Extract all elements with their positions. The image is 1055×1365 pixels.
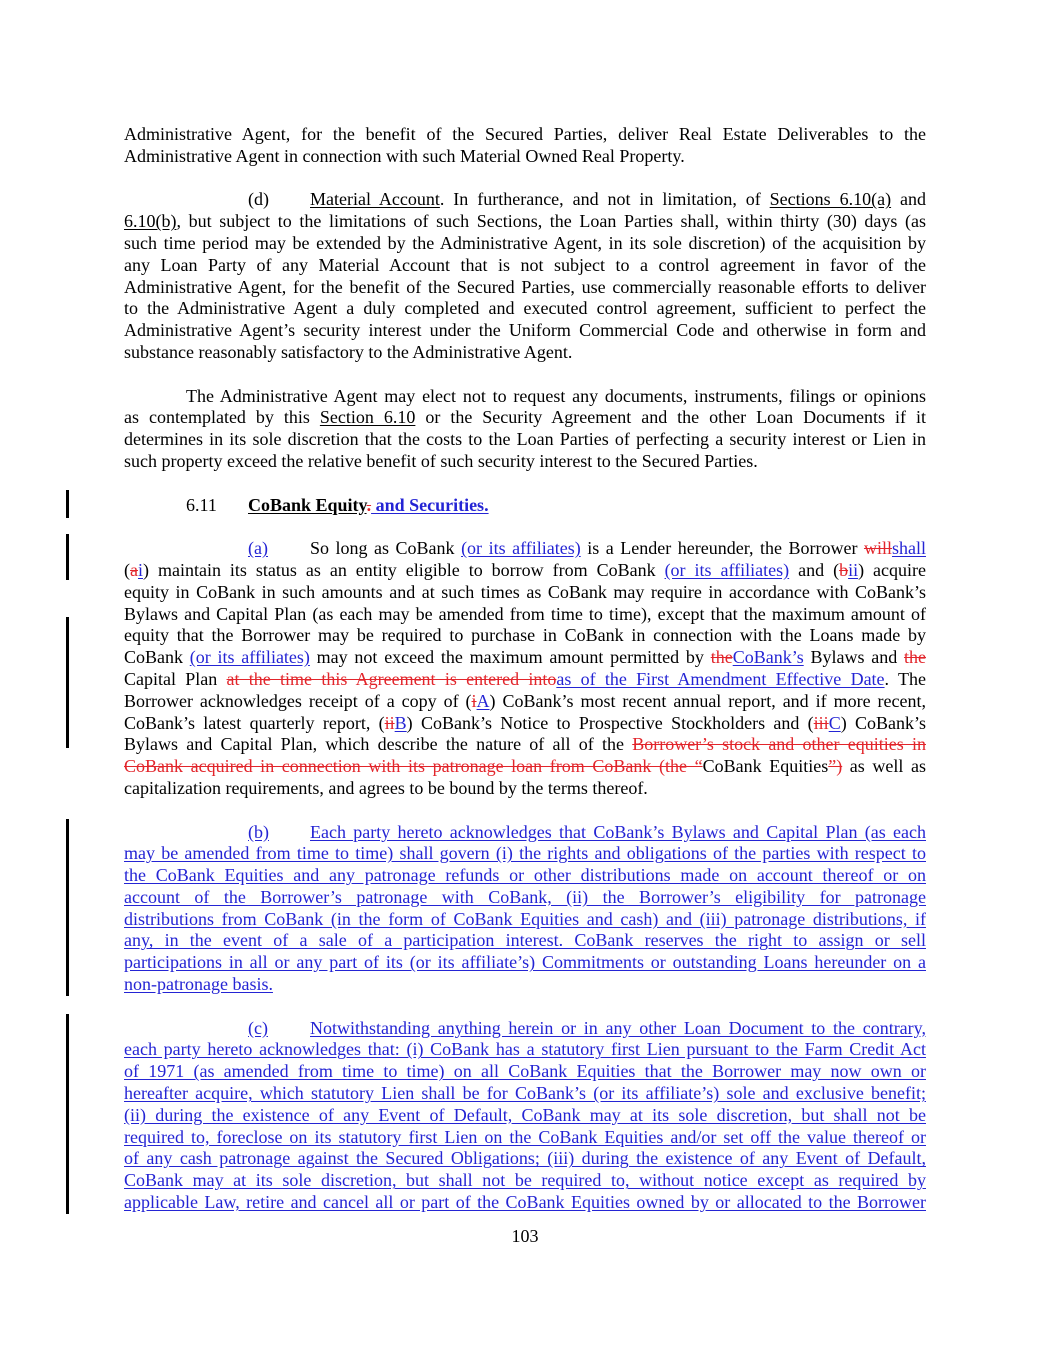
text-run: substance reasonably satisfactory to the Administrative Agent. [124, 341, 573, 362]
deleted-text: ”) [828, 756, 843, 777]
text-run: CoBank [124, 647, 190, 668]
text-run: Administrative Agent, for the benefit of the Secured Parties, deliver Real Estate Deliverables to the [124, 124, 926, 144]
text-line [124, 560, 926, 582]
underlined-text: Section 6.10 [319, 407, 416, 428]
text-line [124, 778, 926, 800]
text-run: . The [884, 668, 926, 689]
text-run: capitalization requirements, and agrees to be bound by the terms thereof. [124, 777, 648, 798]
text-run: CoBank’s latest quarterly report, ( [124, 712, 385, 733]
paragraph-number: (a) [248, 538, 268, 559]
paragraph-spacer [124, 364, 926, 386]
text-line [124, 386, 926, 408]
deleted-text: Borrower’s stock and other equities in [632, 734, 926, 755]
underlined-text: 6.10(b) [124, 211, 177, 232]
text-line [124, 865, 926, 887]
deleted-text: at the time this Agreement is entered into [226, 668, 557, 689]
document-body [124, 124, 926, 1214]
text-line [124, 1018, 926, 1040]
text-line [124, 822, 926, 844]
paragraph-spacer [124, 800, 926, 822]
deleted-text: CoBank acquired in connection with its patronage loan from CoBank (the “ [124, 756, 703, 777]
paragraph-agent-election [124, 386, 926, 473]
deleted-text: the [710, 647, 733, 668]
change-bar [66, 819, 69, 996]
text-line [124, 146, 926, 168]
text-run: such property exceed the relative benefit of such security interest to the Secured Parties. [124, 450, 758, 471]
text-line [124, 582, 926, 604]
text-run: ) acquire [858, 559, 927, 580]
text-run: ) CoBank’s Notice to Prospective Stockholders and ( [406, 712, 814, 733]
text-line [124, 1039, 926, 1061]
inserted-text: of 1971 (as amended from time to time) on all CoBank Equities that the Borrower may now own or [124, 1061, 926, 1082]
text-run: Administrative Agent’s security interest under the Uniform Commercial Code and otherwise in form and [124, 320, 926, 341]
text-line [124, 1127, 926, 1149]
deleted-text: ii [384, 712, 395, 733]
text-run: Bylaws and [803, 647, 904, 668]
inserted-text: the CoBank Equities and any patronage refunds or other distributions made on account thereof or on [124, 865, 926, 886]
paragraph-d-material-account [124, 189, 926, 363]
text-line [124, 669, 926, 691]
text-line [124, 952, 926, 974]
text-line [124, 211, 926, 233]
inserted-text: participations in all or any part of its (or its affiliate’s) Commitments or outstanding Loans hereunder on a [124, 952, 926, 973]
text-line [124, 930, 926, 952]
paragraph-c-statutory-lien [124, 1018, 926, 1214]
text-line [124, 1170, 926, 1192]
inserted-text: CoBank’s [732, 647, 804, 668]
text-line [124, 407, 926, 429]
text-line [124, 1105, 926, 1127]
text-run: ( [124, 559, 130, 580]
page-number: 103 [511, 1226, 539, 1246]
text-line [124, 320, 926, 342]
text-run: The Administrative Agent may elect not to request any documents, instruments, filings or opinions [186, 385, 926, 406]
text-run: Bylaws and Capital Plan (as each may be amended from time to time), except that the maximum amount of [124, 603, 926, 624]
inserted-text: non-patronage basis. [124, 974, 273, 995]
inserted-text: distributions from CoBank (in the form of CoBank Equities and cash) and (iii) patronage distributions, if [124, 908, 926, 929]
text-line [124, 255, 926, 277]
text-line [124, 451, 926, 473]
paragraph-spacer [124, 516, 926, 538]
text-line [124, 713, 926, 735]
change-bar [66, 534, 69, 580]
text-run: determines in its sole discretion that the costs to the Loan Parties of perfecting a security interest or Lien in [124, 429, 926, 450]
inserted-text: (or its affiliates) [189, 647, 310, 668]
change-bar [66, 490, 69, 518]
inserted-text: of any cash patronage against the Secured Obligations; (iii) during the existence of any Event of Default, [124, 1148, 926, 1169]
paragraph-spacer [124, 996, 926, 1018]
text-run: such time period may be extended by the Administrative Agent, in its sole discretion) of the acquisition by [124, 232, 926, 253]
text-line [124, 538, 926, 560]
deleted-text: b [839, 559, 849, 580]
underlined-text: Sections 6.10(a) [769, 189, 892, 210]
inserted-text: (or its affiliates) [461, 538, 581, 559]
text-run: any Loan Party of any Material Account that is not subject to a control agreement in favor of the [124, 254, 926, 275]
paragraph-number: (c) [248, 1017, 268, 1038]
inserted-text: CoBank may at its sole discretion, but shall not be required to, without notice except as required by [124, 1170, 926, 1191]
text-line [124, 342, 926, 364]
inserted-text: may be amended from time to time) shall govern (i) the rights and obligations of the parties with respect to [124, 843, 926, 864]
text-line [124, 1192, 926, 1214]
text-run: may not exceed the maximum amount permitted by [309, 647, 711, 668]
underlined-text: Material Account [310, 189, 440, 210]
text-line [124, 277, 926, 299]
inserted-text: account of the Borrower’s patronage with CoBank, (ii) the Borrower’s eligibility for patronage [124, 886, 926, 907]
inserted-text: any, in the event of a sale of a participation interest. CoBank reserves the right to assign or sell [124, 930, 926, 951]
text-line [124, 974, 926, 996]
text-run: Capital Plan [124, 668, 227, 689]
text-line [124, 233, 926, 255]
inserted-text: (ii) during the existence of any Event of Default, CoBank may at its sole discretion, but shall not be [124, 1104, 926, 1125]
text-line [124, 298, 926, 320]
paragraph-number: (b) [248, 821, 269, 842]
text-run: or the Security Agreement and the other Loan Documents if it [415, 407, 927, 428]
inserted-text: required to, foreclose on its statutory first Lien on the CoBank Equities and/or set off the value thereof or [124, 1126, 926, 1147]
text-run: Administrative Agent, for the benefit of the Secured Parties, use commercially reasonable efforts to deliver [124, 276, 926, 297]
text-run: Bylaws and Capital Plan, which describe the nature of all of the [124, 734, 633, 755]
inserted-text: hereafter acquire, which statutory Lien shall be for CoBank’s (or its affiliate’s) sole and exclusive benefit; [124, 1083, 926, 1104]
deleted-text: will [863, 538, 892, 559]
text-run: and ( [789, 559, 840, 580]
text-run: . In furtherance, and not in limitation, of [439, 189, 770, 210]
inserted-text: Notwithstanding anything herein or in any other Loan Document to the contrary, [310, 1017, 926, 1038]
deleted-heading-text: . [366, 494, 372, 515]
inserted-text: ii [848, 559, 859, 580]
text-line [124, 429, 926, 451]
text-line [124, 495, 926, 517]
text-run: equity in CoBank in such amounts and at such times as CoBank may require in accordance with CoBank’s [124, 581, 926, 602]
text-line [124, 734, 926, 756]
inserted-text: Each party hereto acknowledges that CoBank’s Bylaws and Capital Plan (as each [310, 821, 926, 842]
inserted-text: B [394, 712, 407, 733]
text-run: Administrative Agent in connection with such Material Owned Real Property. [124, 145, 685, 166]
text-run: So long as CoBank [310, 538, 462, 559]
text-line [124, 756, 926, 778]
deleted-text: a [130, 559, 138, 580]
text-run: as well as [842, 756, 927, 777]
text-line [124, 1148, 926, 1170]
text-run: ) maintain its status as an entity eligible to borrow from CoBank [143, 559, 665, 580]
paragraph-a-cobank-equity [124, 538, 926, 800]
text-run: equity that the Borrower may be required to purchase in CoBank in connection with the Loans made by [124, 625, 926, 646]
text-run: is a Lender hereunder, the Borrower [580, 538, 864, 559]
deleted-text: i [471, 690, 477, 711]
deleted-text: iii [813, 712, 829, 733]
inserted-text: (or its affiliates) [664, 559, 790, 580]
paragraph-spacer [124, 168, 926, 190]
inserted-text: i [138, 559, 144, 580]
text-line [124, 647, 926, 669]
inserted-text: as of the First Amendment Effective Date [556, 668, 885, 689]
paragraph-spacer [124, 473, 926, 495]
text-line [124, 887, 926, 909]
text-run: and [891, 189, 926, 210]
inserted-text: C [828, 712, 841, 733]
paragraph-number: (d) [248, 189, 269, 210]
change-bar [66, 617, 69, 748]
text-line [124, 625, 926, 647]
paragraph-b-bylaws-capital-plan [124, 822, 926, 996]
text-run: CoBank Equities [702, 756, 829, 777]
text-run: ) CoBank’s most recent annual report, and if more recent, [489, 690, 926, 711]
inserted-text: shall [891, 538, 926, 559]
text-line [124, 1083, 926, 1105]
paragraph-number: 6.11 [186, 494, 217, 515]
text-run: Borrower acknowledges receipt of a copy of ( [124, 690, 472, 711]
inserted-text: each party hereto acknowledges that: (i) CoBank has a statutory first Lien pursuant to the Farm Credit Act [124, 1039, 926, 1060]
text-line [124, 189, 926, 211]
text-run: to the Administrative Agent a duly completed and executed control agreement, sufficient to perfect the [124, 298, 926, 319]
text-run: ) CoBank’s [840, 712, 926, 733]
carryover-paragraph [124, 124, 926, 168]
text-line [124, 909, 926, 931]
deleted-text: the [903, 647, 926, 668]
text-line [124, 604, 926, 626]
change-bar [66, 1014, 69, 1214]
section-heading-6-11 [124, 495, 926, 517]
text-line [124, 843, 926, 865]
heading-title: CoBank Equity [248, 494, 367, 515]
text-run: as contemplated by this [124, 407, 320, 428]
text-run: , but subject to the limitations of such Sections, the Loan Parties shall, within thirty (30) days (as [176, 211, 926, 232]
inserted-text: A [476, 690, 490, 711]
inserted-heading-text: and Securities. [371, 494, 489, 515]
text-line [124, 691, 926, 713]
text-line [124, 1061, 926, 1083]
inserted-text: applicable Law, retire and cancel all or part of the CoBank Equities owned by or allocated to the Borrower [124, 1192, 926, 1213]
text-line [124, 124, 926, 146]
